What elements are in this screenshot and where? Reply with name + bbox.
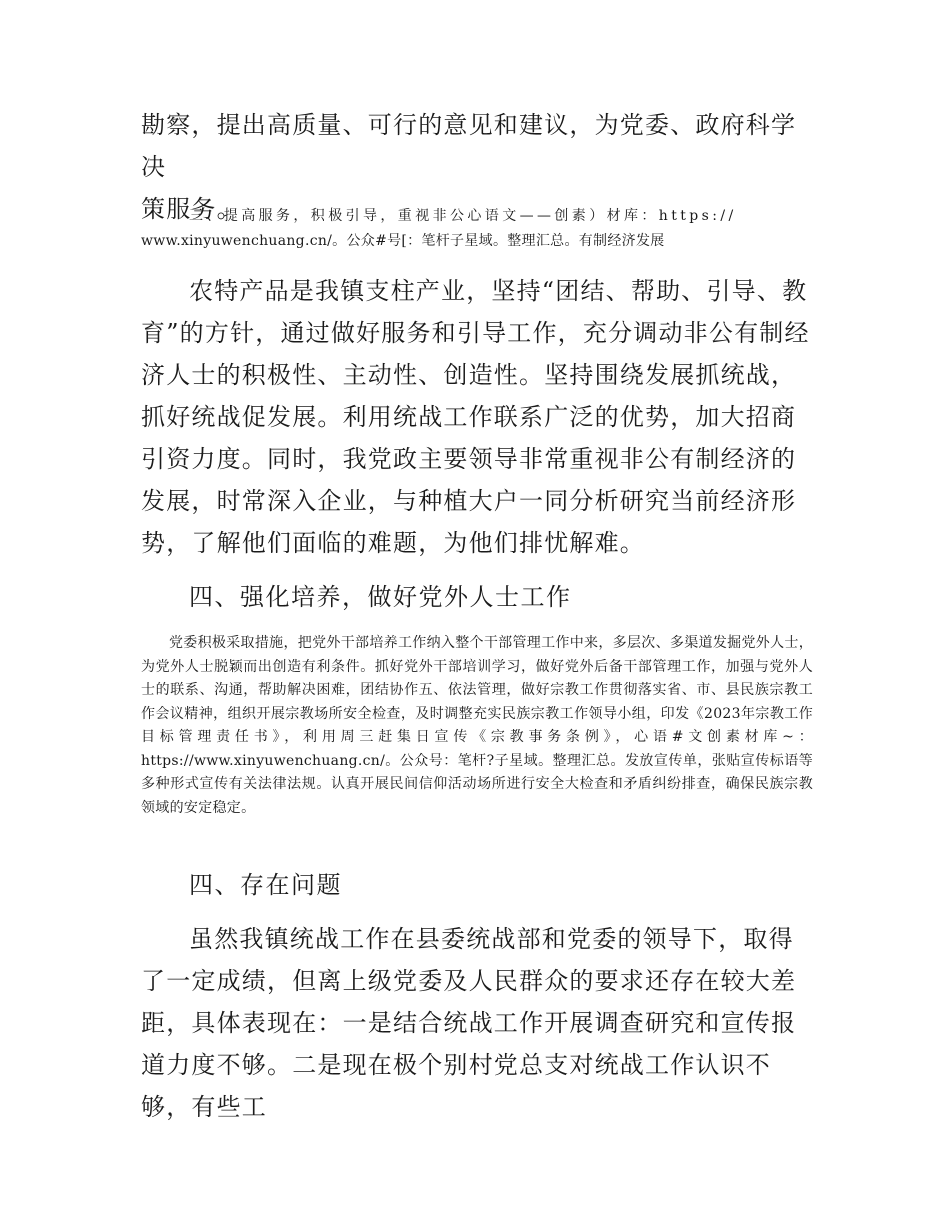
section-4-heading: 四、强化培养，做好党外人士工作 <box>189 583 572 611</box>
cadre-paragraph <box>141 632 813 820</box>
agriculture-paragraph <box>141 270 813 564</box>
section-3-heading-line-1: 三、提高服务，积极引导，重视非公心语文——创素）材库：https:// <box>189 208 737 224</box>
intro-line-2: 策服务。 <box>141 195 242 223</box>
agriculture-text: 农特产品是我镇支柱产业，坚持“团结、帮助、引导、教育”的方针，通过做好服务和引导工作，充分调动非公有制经济人士的积极性、主动性、创造性。坚持围绕发展抓统战，抓好统战促发展。利用统战工作联系广泛的优势，加大招商引资力度。同时，我党政主要领导非常重视非公有制经济的发展，时常深入企业，与种植大户一同分析研究当前经济形势，了解他们面临的难题，为他们排忧解难。 <box>141 277 810 557</box>
section-3-heading <box>141 204 813 254</box>
problems-paragraph <box>141 918 813 1128</box>
intro-line-1: 勘察，提出高质量、可行的意见和建议，为党委、政府科学决 <box>141 111 797 181</box>
problems-text: 虽然我镇统战工作在县委统战部和党委的领导下，取得了一定成绩，但离上级党委及人民群众的要求还存在较大差距，具体表现在：一是结合统战工作开展调查研究和宣传报道力度不够。二是现在极个别村党总支对统战工作认识不够，有些工 <box>141 925 797 1121</box>
section-3-heading-line-2: www.xinyuwenchuang.cn/。公众#号[：笔杆子星域。整理汇总。有制经济发展 <box>141 233 665 249</box>
problems-heading: 四、存在问题 <box>189 871 342 899</box>
cadre-text: 党委积极采取措施，把党外干部培养工作纳入整个干部管理工作中来，多层次、多渠道发掘党外人士，为党外人士脱颖而出创造有利条件。抓好党外干部培训学习，做好党外后备干部管理工作，加强与党外人士的联系、沟通，帮助解决困难，团结协作五、依法管理，做好宗教工作贯彻落实省、市、县民族宗教工作会议精神，组织开展宗教场所安全检查，及时调整充实民族宗教工作领导小组，印发《2023年宗教工作目标管理责任书》，利用周三赶集日宣传《宗教事务条例》，心语#文创素材库~：https://www.xinyuwenchuang.cn/。公众号：笔杆?子星域。整理汇总。发放宣传单，张贴宣传标语等多种形式宣传有关法律法规。认真开展民间信仰活动场所进行安全大检查和矛盾纠纷排查，确保民族宗教领域的安定稳定。 <box>141 635 813 816</box>
